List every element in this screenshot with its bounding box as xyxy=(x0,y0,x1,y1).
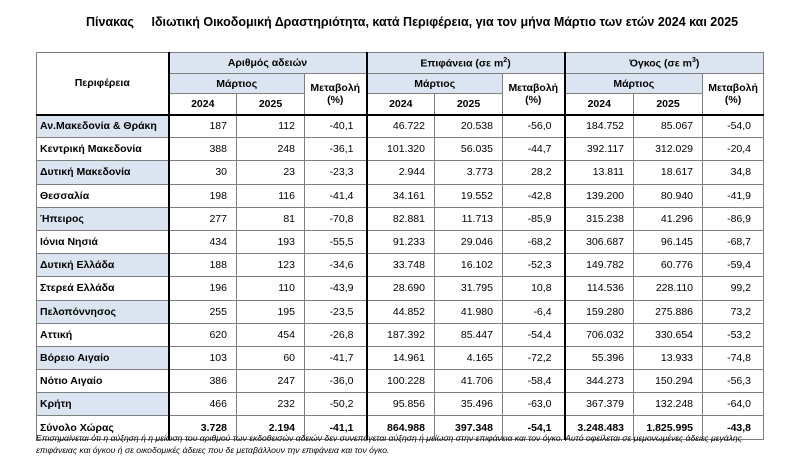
value-cell: 159.280 xyxy=(565,300,634,323)
table-title xyxy=(86,15,766,29)
value-cell: 277 xyxy=(169,207,237,230)
change-cell: -63,0 xyxy=(503,393,565,416)
value-cell: 620 xyxy=(169,323,237,346)
table-row xyxy=(37,277,764,300)
change-cell: -58,4 xyxy=(503,370,565,393)
region-cell: Νότιο Αιγαίο xyxy=(37,370,169,393)
title-label: Πίνακας xyxy=(86,15,134,29)
change-cell: 28,2 xyxy=(503,161,565,184)
change-cell: -41,4 xyxy=(305,184,367,207)
change-cell: -40,1 xyxy=(305,115,367,138)
change-cell: -85,9 xyxy=(503,207,565,230)
value-cell: 116 xyxy=(237,184,305,207)
table-row xyxy=(37,323,764,346)
change-cell: -36,0 xyxy=(305,370,367,393)
value-cell: 275.886 xyxy=(634,300,703,323)
change-cell: -54,0 xyxy=(703,115,764,138)
value-cell: 255 xyxy=(169,300,237,323)
value-cell: 85.067 xyxy=(634,115,703,138)
value-cell: 44.852 xyxy=(367,300,435,323)
value-cell: 3.773 xyxy=(435,161,503,184)
value-cell: 81 xyxy=(237,207,305,230)
table-row xyxy=(37,138,764,161)
value-cell: 34.161 xyxy=(367,184,435,207)
value-cell: 247 xyxy=(237,370,305,393)
statistics-table xyxy=(36,52,764,440)
change-cell: -56,3 xyxy=(703,370,764,393)
value-cell: 306.687 xyxy=(565,230,634,253)
value-cell: 864.988 xyxy=(367,416,435,440)
value-cell: 100.228 xyxy=(367,370,435,393)
table-row xyxy=(37,161,764,184)
year-header: 2024 xyxy=(565,94,634,115)
region-cell: Δυτική Ελλάδα xyxy=(37,254,169,277)
year-header: 2024 xyxy=(169,94,237,115)
value-cell: 196 xyxy=(169,277,237,300)
value-cell: 330.654 xyxy=(634,323,703,346)
year-header: 2024 xyxy=(367,94,435,115)
region-cell: Σύνολο Χώρας xyxy=(37,416,169,440)
title-text: Ιδιωτική Οικοδομική Δραστηριότητα, κατά Περιφέρεια, για τον μήνα Μάρτιο των ετών 2024 και 2025 xyxy=(151,15,739,29)
value-cell: 149.782 xyxy=(565,254,634,277)
value-cell: 30 xyxy=(169,161,237,184)
change-cell: -23,3 xyxy=(305,161,367,184)
value-cell: 248 xyxy=(237,138,305,161)
value-cell: 187 xyxy=(169,115,237,138)
table-row xyxy=(37,346,764,369)
value-cell: 95.856 xyxy=(367,393,435,416)
table-row xyxy=(37,115,764,138)
value-cell: 80.940 xyxy=(634,184,703,207)
value-cell: 434 xyxy=(169,230,237,253)
value-cell: 3.728 xyxy=(169,416,237,440)
value-cell: 312.029 xyxy=(634,138,703,161)
change-cell: -70,8 xyxy=(305,207,367,230)
value-cell: 187.392 xyxy=(367,323,435,346)
value-cell: 11.713 xyxy=(435,207,503,230)
change-cell: -54,4 xyxy=(503,323,565,346)
value-cell: 29.046 xyxy=(435,230,503,253)
change-cell: -86,9 xyxy=(703,207,764,230)
region-cell: Στερεά Ελλάδα xyxy=(37,277,169,300)
value-cell: 388 xyxy=(169,138,237,161)
month-header-permits: Μάρτιος xyxy=(169,74,305,94)
value-cell: 82.881 xyxy=(367,207,435,230)
change-cell: -43,9 xyxy=(305,277,367,300)
value-cell: 13.811 xyxy=(565,161,634,184)
value-cell: 110 xyxy=(237,277,305,300)
change-cell: -56,0 xyxy=(503,115,565,138)
value-cell: 35.496 xyxy=(435,393,503,416)
value-cell: 1.825.995 xyxy=(634,416,703,440)
value-cell: 392.117 xyxy=(565,138,634,161)
value-cell: 706.032 xyxy=(565,323,634,346)
value-cell: 193 xyxy=(237,230,305,253)
table-row xyxy=(37,207,764,230)
change-header-volume: Μεταβολή (%) xyxy=(703,74,764,115)
value-cell: 198 xyxy=(169,184,237,207)
value-cell: 132.248 xyxy=(634,393,703,416)
change-cell: -59,4 xyxy=(703,254,764,277)
change-cell: -41,1 xyxy=(305,416,367,440)
change-cell: 34,8 xyxy=(703,161,764,184)
value-cell: 23 xyxy=(237,161,305,184)
change-cell: -23,5 xyxy=(305,300,367,323)
value-cell: 188 xyxy=(169,254,237,277)
region-cell: Κεντρική Μακεδονία xyxy=(37,138,169,161)
region-cell: Βόρειο Αιγαίο xyxy=(37,346,169,369)
value-cell: 55.396 xyxy=(565,346,634,369)
value-cell: 2.194 xyxy=(237,416,305,440)
value-cell: 33.748 xyxy=(367,254,435,277)
value-cell: 195 xyxy=(237,300,305,323)
table-row xyxy=(37,184,764,207)
change-cell: -34,6 xyxy=(305,254,367,277)
value-cell: 96.145 xyxy=(634,230,703,253)
value-cell: 466 xyxy=(169,393,237,416)
value-cell: 228.110 xyxy=(634,277,703,300)
value-cell: 114.536 xyxy=(565,277,634,300)
year-header: 2025 xyxy=(435,94,503,115)
year-header: 2025 xyxy=(237,94,305,115)
value-cell: 91.233 xyxy=(367,230,435,253)
table-row xyxy=(37,300,764,323)
value-cell: 41.296 xyxy=(634,207,703,230)
value-cell: 60 xyxy=(237,346,305,369)
region-header: Περιφέρεια xyxy=(37,53,169,115)
value-cell: 367.379 xyxy=(565,393,634,416)
footnote: Επισημαίνεται ότι η αύξηση ή η μείωση του αριθμού των εκδοθεισών αδειών δεν συνεπάγεται αύξηση ή μείωση στην επιφάνεια και τον όγκο. Αυτό οφείλεται σε μεμονωμένες άδειες μεγάλης επιφάνειας και όγκου ή σε οικοδομικές άδειες που δε μεταβάλλουν την επιφάνεια και τον όγκο. xyxy=(36,433,742,455)
group-header-surface: Επιφάνεια (σε $m^2$) xyxy=(367,53,565,74)
change-cell: -50,2 xyxy=(305,393,367,416)
change-cell: -43,8 xyxy=(703,416,764,440)
year-header: 2025 xyxy=(634,94,703,115)
month-header-surface: Μάρτιος xyxy=(367,74,503,94)
group-header-volume: Όγκος (σε $m^3$) xyxy=(565,53,764,74)
change-cell: -26,8 xyxy=(305,323,367,346)
value-cell: 344.273 xyxy=(565,370,634,393)
change-cell: -36,1 xyxy=(305,138,367,161)
value-cell: 454 xyxy=(237,323,305,346)
table-row xyxy=(37,393,764,416)
change-cell: -64,0 xyxy=(703,393,764,416)
value-cell: 56.035 xyxy=(435,138,503,161)
change-cell: -42,8 xyxy=(503,184,565,207)
change-cell: -41,9 xyxy=(703,184,764,207)
table-row xyxy=(37,370,764,393)
value-cell: 19.552 xyxy=(435,184,503,207)
region-cell: Αττική xyxy=(37,323,169,346)
value-cell: 139.200 xyxy=(565,184,634,207)
region-cell: Πελοπόννησος xyxy=(37,300,169,323)
value-cell: 150.294 xyxy=(634,370,703,393)
change-header-surface: Μεταβολή (%) xyxy=(503,74,565,115)
value-cell: 41.706 xyxy=(435,370,503,393)
region-cell: Κρήτη xyxy=(37,393,169,416)
region-cell: Ήπειρος xyxy=(37,207,169,230)
value-cell: 85.447 xyxy=(435,323,503,346)
region-cell: Ιόνια Νησιά xyxy=(37,230,169,253)
value-cell: 386 xyxy=(169,370,237,393)
value-cell: 20.538 xyxy=(435,115,503,138)
value-cell: 4.165 xyxy=(435,346,503,369)
change-cell: -72,2 xyxy=(503,346,565,369)
table-row xyxy=(37,254,764,277)
value-cell: 16.102 xyxy=(435,254,503,277)
change-cell: 10,8 xyxy=(503,277,565,300)
region-cell: Αν.Μακεδονία & Θράκη xyxy=(37,115,169,138)
change-cell: -53,2 xyxy=(703,323,764,346)
change-cell: -68,2 xyxy=(503,230,565,253)
value-cell: 123 xyxy=(237,254,305,277)
value-cell: 60.776 xyxy=(634,254,703,277)
value-cell: 101.320 xyxy=(367,138,435,161)
change-cell: -52,3 xyxy=(503,254,565,277)
value-cell: 184.752 xyxy=(565,115,634,138)
change-cell: -41,7 xyxy=(305,346,367,369)
table-row xyxy=(37,230,764,253)
month-header-volume: Μάρτιος xyxy=(565,74,703,94)
change-cell: -20,4 xyxy=(703,138,764,161)
value-cell: 112 xyxy=(237,115,305,138)
change-cell: -74,8 xyxy=(703,346,764,369)
value-cell: 2.944 xyxy=(367,161,435,184)
value-cell: 41.980 xyxy=(435,300,503,323)
value-cell: 315.238 xyxy=(565,207,634,230)
value-cell: 3.248.483 xyxy=(565,416,634,440)
value-cell: 397.348 xyxy=(435,416,503,440)
change-cell: -44,7 xyxy=(503,138,565,161)
value-cell: 31.795 xyxy=(435,277,503,300)
change-cell: 73,2 xyxy=(703,300,764,323)
change-cell: -54,1 xyxy=(503,416,565,440)
change-cell: -68,7 xyxy=(703,230,764,253)
value-cell: 13.933 xyxy=(634,346,703,369)
region-cell: Δυτική Μακεδονία xyxy=(37,161,169,184)
group-header-permits: Αριθμός αδειών xyxy=(169,53,367,74)
change-header-permits: Μεταβολή (%) xyxy=(305,74,367,115)
change-cell: -6,4 xyxy=(503,300,565,323)
region-cell: Θεσσαλία xyxy=(37,184,169,207)
change-cell: 99,2 xyxy=(703,277,764,300)
value-cell: 18.617 xyxy=(634,161,703,184)
value-cell: 103 xyxy=(169,346,237,369)
value-cell: 232 xyxy=(237,393,305,416)
value-cell: 14.961 xyxy=(367,346,435,369)
value-cell: 46.722 xyxy=(367,115,435,138)
value-cell: 28.690 xyxy=(367,277,435,300)
change-cell: -55,5 xyxy=(305,230,367,253)
